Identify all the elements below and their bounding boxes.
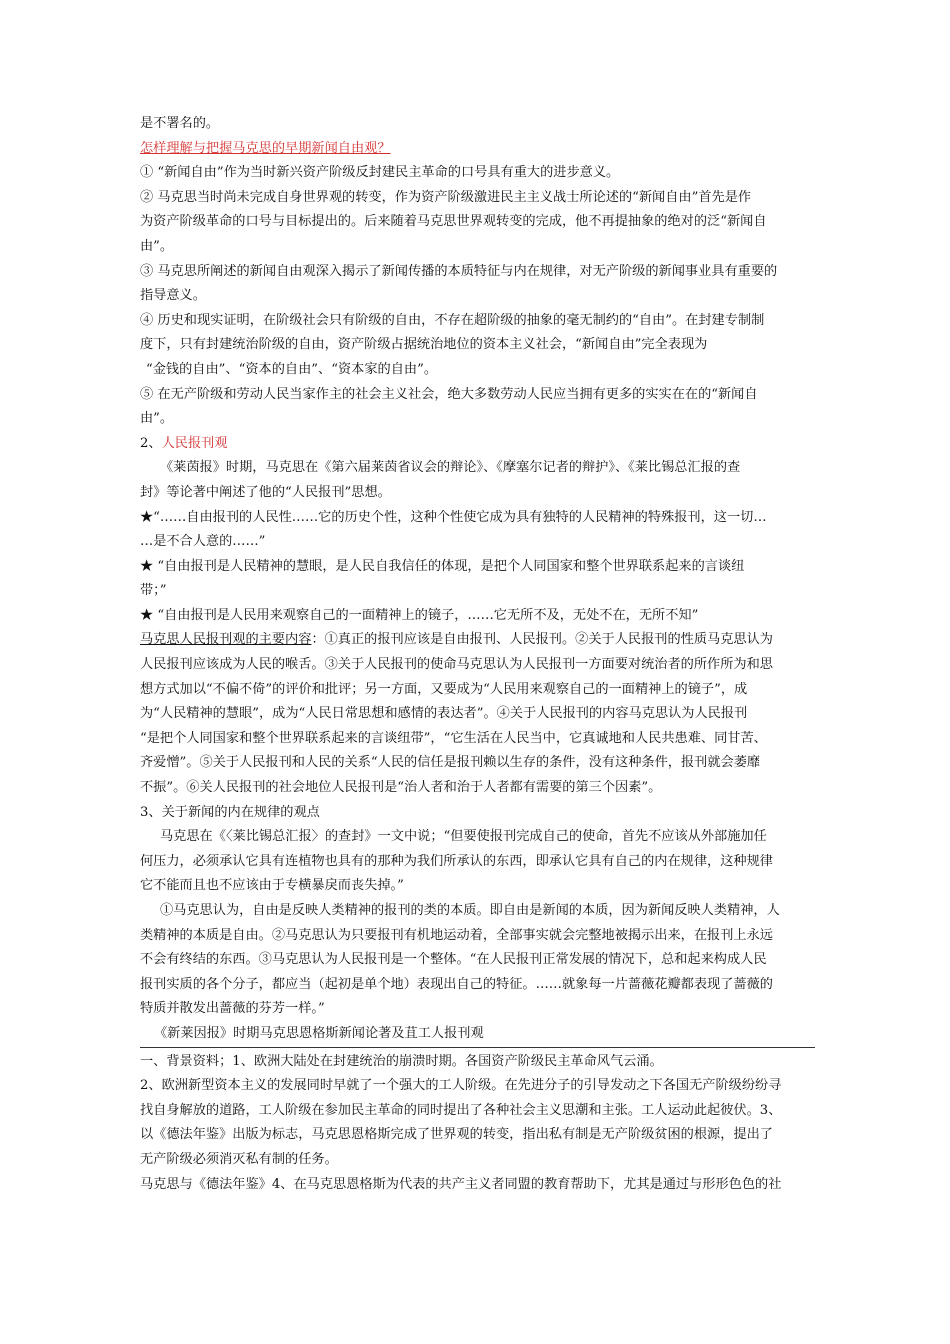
- text-line: 想方式加以“不偏不倚”的评价和批评；另一方面，又要成为“人民用来观察自己的一面精神上的镜子”，成: [140, 681, 748, 697]
- text-line: 《新莱因报》时期马克思恩格斯新闻论著及苴工人报刊观: [154, 1025, 484, 1041]
- text-line: 人民报刊应该成为人民的喉舌。③关于人民报刊的使命马克思认为人民报刊一方面要对统治者的所作所为和思: [140, 657, 773, 673]
- text-line: 类精神的本质是自由。②马克思认为只要报刊有机地运动着，全部事实就会完整地被揭示出来，在报刊上永远: [140, 927, 773, 943]
- text-line: 指导意义。: [140, 288, 206, 304]
- text-line: 马克思与《德法年鉴》4、在马克思恩格斯为代表的共产主义者同盟的教育帮助下，尤其是通过与形形色色的社: [140, 1176, 782, 1192]
- text-line: 封》等论著中阐述了他的“人民报刊”思想。: [140, 484, 391, 500]
- text-line: 怎样理解与把握马克思的早期新闻自由观？: [140, 140, 391, 156]
- text-line: 2、欧洲新型资本主义的发展同时早就了一个强大的工人阶级。在先进分子的引导发动之下各国无产阶级纷纷寻: [140, 1078, 782, 1094]
- section-heading: 人民报刊观: [161, 435, 228, 451]
- text-line: “是把个人同国家和整个世界联系起来的言谈纽带”，“它生活在人民当中，它真诚地和人民共患难、同甘苦、: [140, 730, 767, 746]
- text-line: ①马克思认为，自由是反映人类精神的报刊的类的本质。即自由是新闻的本质，因为新闻反映人类精神，人: [160, 903, 780, 918]
- text-line: 何压力，必须承认它具有连植物也具有的那种为我们所承认的东西，即承认它具有自己的内在规律，这种规律: [140, 853, 773, 869]
- text-line: ① “新闻自由”作为当时新兴资产阶级反封建民主革命的口号具有重大的进步意义。: [140, 165, 620, 181]
- text-line: 特质并散发出蔷薇的芬芳一样。”: [140, 1001, 325, 1017]
- text-line: ② 马克思当时尚未完成自身世界观的转变，作为资产阶级激进民主主义战士所论述的“新闻自由”首先是作: [140, 189, 752, 205]
- text-line: ★ “自由报刊是人民精神的慧眼，是人民自我信任的体现，是把个人同国家和整个世界联系起来的言谈纽: [140, 558, 745, 574]
- text-line: 为资产阶级革命的口号与目标提出的。后来随着马克思世界观转变的完成，他不再提抽象的绝对的泛“新闻自: [140, 214, 767, 230]
- text-line: [140, 628, 815, 653]
- text-line: 一、背景资料；1、欧洲大陆处在封建统治的崩溃时期。各国资产阶级民主革命风气云涌。: [140, 1053, 663, 1069]
- text-line: 为“人民精神的慧眼”，成为“人民日常思想和感情的表达者”。④关于人民报刊的内容马克思认为人民报刊: [140, 706, 748, 722]
- text-line: 无产阶级必须消灭私有制的任务。: [140, 1151, 338, 1167]
- text-line: [140, 432, 815, 457]
- text-line: 《莱茵报》时期，马克思在《第六届莱茵省议会的辩论》、《摩塞尔记者的辩护》、《莱比锡总汇报的查: [160, 460, 741, 476]
- text-line: 报刊实质的各个分子，都应当（起初是单个地）表现出自己的特征。……就象每一片蔷薇花瓣都表现了蔷薇的: [140, 976, 773, 992]
- text-line: …是不合人意的……”: [140, 534, 266, 550]
- text-line: ④ 历史和现实证明，在阶级社会只有阶级的自由，不存在超阶级的抽象的毫无制约的“自由”。在封建专制制: [140, 312, 765, 328]
- document-page: [140, 112, 815, 1197]
- text-segment: ：①真正的报刊应该是自由报刊、人民报刊。②关于人民报刊的性质马克思认为: [311, 632, 773, 648]
- text-line: 马克思在《〈莱比锡总汇报〉的查封》一文中说；“但要使报刊完成自己的使命，首先不应该从外部施加任: [160, 829, 767, 845]
- text-line: ★“……自由报刊的人民性……它的历史个性，这种个性使它成为具有独特的人民精神的特殊报刊，这一切…: [140, 509, 767, 525]
- text-line: 它不能而且也不应该由于专横暴戾而丧失掉。”: [140, 878, 404, 894]
- text-line: 以《德法年鉴》出版为标志，马克思恩格斯完成了世界观的转变，指出私有制是无产阶级贫困的根源，提出了: [140, 1127, 773, 1143]
- text-line: 由”。: [140, 238, 174, 254]
- text-line: ⑤ 在无产阶级和劳动人民当家作主的社会主义社会，绝大多数劳动人民应当拥有更多的实实在在的“新闻自: [140, 386, 758, 402]
- text-line: 由”。: [140, 411, 174, 427]
- text-line: 不振”。⑥关人民报刊的社会地位人民报刊是“治人者和治于人者都有需要的第三个因素”。: [140, 780, 662, 796]
- text-line: 度下，只有封建统治阶级的自由，资产阶级占据统治地位的资本主义社会，“新闻自由”完全表现为: [140, 337, 708, 353]
- text-line: 找自身解放的道路，工人阶级在参加民主革命的同时提出了各种社会主义思潮和主张。工人运动此起彼伏。3、: [140, 1102, 782, 1118]
- text-line: “金钱的自由”、“资本的自由”、“资本家的自由”。: [146, 361, 438, 377]
- section-divider: [140, 1047, 815, 1048]
- text-line: ③ 马克思所阐述的新闻自由观深入揭示了新闻传播的本质特征与内在规律，对无产阶级的新闻事业具有重要的: [140, 263, 778, 279]
- underlined-heading: 马克思人民报刊观的主要内容: [140, 632, 312, 648]
- text-line: 带；”: [140, 583, 167, 599]
- text-line: 齐爱憎”。⑤关于人民报刊和人民的关系“人民的信任是报刊赖以生存的条件，没有这种条件，报刊就会萎靡: [140, 755, 761, 771]
- text-line: ★ “自由报刊是人民用来观察自己的一面精神上的镜子，……它无所不及，无处不在，无所不知”: [140, 607, 699, 623]
- text-line: 3、关于新闻的内在规律的观点: [140, 804, 320, 820]
- text-line: 是不署名的。: [140, 116, 220, 131]
- text-line: 不会有终结的东西。③马克思认为人民报刊是一个整体。“在人民报刊正常发展的情况下，总和起来构成人民: [140, 952, 767, 968]
- text-segment: 2、: [140, 435, 162, 451]
